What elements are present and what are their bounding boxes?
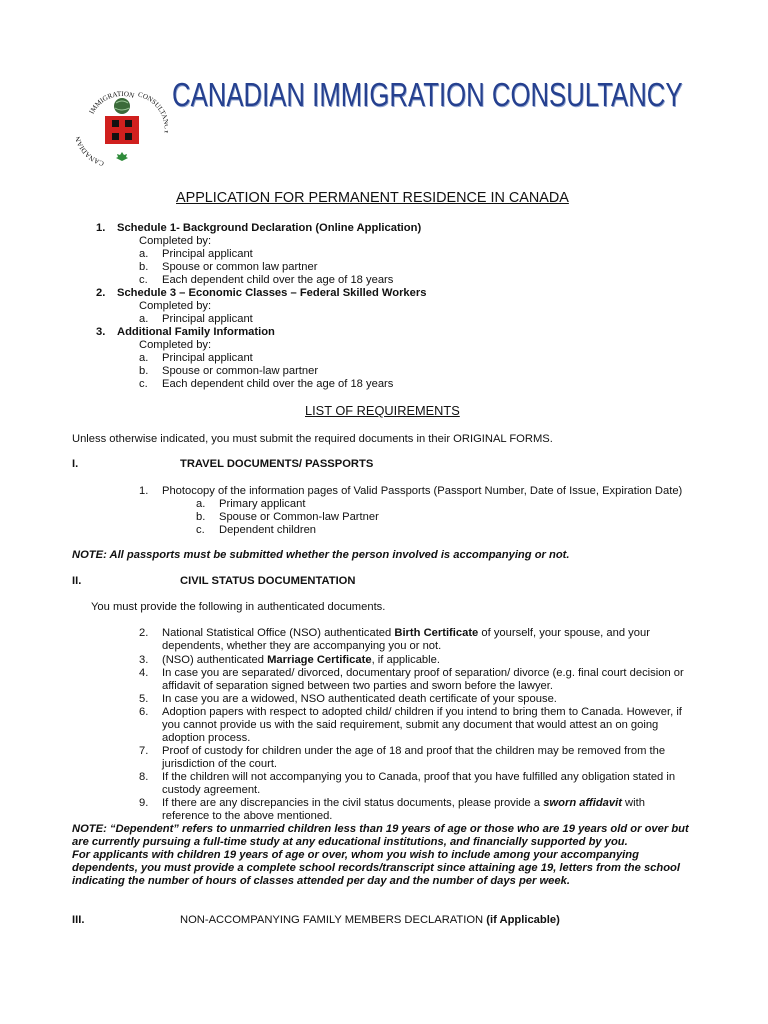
passport-note: NOTE: All passports must be submitted whether the person involved is accompanying or not.: [72, 549, 570, 561]
svg-text:CONSULTANCY: [137, 90, 168, 134]
schedule-2-number: 2.: [96, 287, 106, 299]
section-1-title: TRAVEL DOCUMENTS/ PASSPORTS: [180, 458, 374, 470]
page-title: APPLICATION FOR PERMANENT RESIDENCE IN CANADA: [176, 190, 569, 206]
schedule-1-completed-by: Completed by:: [139, 235, 212, 247]
list-item: Spouse or common-law partner: [162, 365, 319, 377]
list-marker: b.: [196, 511, 206, 523]
section-2-title: CIVIL STATUS DOCUMENTATION: [180, 575, 356, 587]
section-3-title: NON-ACCOMPANYING FAMILY MEMBERS DECLARATION (if Applicable): [180, 914, 560, 926]
list-marker: c.: [196, 524, 205, 536]
list-item: In case you are separated/ divorced, documentary proof of separation/ divorce (e.g. final court decision or affidavit of separation signed between two parties and sworn before the lawyer.: [162, 667, 684, 692]
schedule-3-completed-by: Completed by:: [139, 339, 212, 351]
list-item: If there are any discrepancies in the civil status documents, please provide a sworn affidavit with reference to the above mentioned.: [162, 797, 645, 822]
section-2-intro: You must provide the following in authenticated documents.: [91, 601, 386, 613]
schedule-1-label: Schedule 1- Background Declaration (Online Application): [117, 222, 422, 234]
list-item: Adoption papers with respect to adopted child/ children if you intend to bring them to Canada. However, if you cannot provide us with the said requirement, submit any document that would attest an on going adoption process.: [162, 706, 682, 744]
list-marker: 8.: [139, 771, 149, 783]
list-item: Photocopy of the information pages of Valid Passports (Passport Number, Date of Issue, Expiration Date): [162, 485, 683, 497]
list-item: Principal applicant: [162, 352, 253, 364]
list-marker: a.: [196, 498, 206, 510]
list-item: Primary applicant: [219, 498, 306, 510]
list-item: (NSO) authenticated Marriage Certificate, if applicable.: [162, 654, 440, 666]
list-marker: 3.: [139, 654, 149, 666]
list-item: National Statistical Office (NSO) authenticated Birth Certificate of yourself, your spouse, and your dependents, whether they are accompanying you or not.: [162, 627, 650, 652]
schedule-1-number: 1.: [96, 222, 106, 234]
list-item: Proof of custody for children under the age of 18 and proof that the children may be removed from the jurisdiction of the court.: [162, 745, 666, 770]
section-2-number: II.: [72, 575, 82, 587]
logo-text-top: IMMIGRATION: [87, 89, 136, 116]
list-item: Principal applicant: [162, 248, 253, 260]
list-item: Spouse or Common-law Partner: [219, 511, 379, 523]
list-marker: b.: [139, 365, 149, 377]
schedule-2-completed-by: Completed by:: [139, 300, 212, 312]
list-item: Each dependent child over the age of 18 years: [162, 378, 394, 390]
company-logo: [76, 82, 168, 174]
requirements-title: LIST OF REQUIREMENTS: [305, 403, 460, 418]
list-marker: 5.: [139, 693, 149, 705]
list-item: If the children will not accompanying you to Canada, proof that you have fulfilled any obligation stated in custody agreement.: [162, 771, 676, 796]
logo-text-right: CONSULT: [137, 90, 167, 116]
list-item: Spouse or common law partner: [162, 261, 318, 273]
list-item: In case you are a widowed, NSO authenticated death certificate of your spouse.: [162, 693, 557, 705]
logo-text-left: CANADIA: [76, 140, 106, 168]
applicant-note: For applicants with children 19 years of age or over, whom you wish to include among your accompanying dependents, you must provide a complete school records/transcript since attaining age 19, letters from the school indicating the number of hours of classes attended per day and the number of days per week.: [72, 849, 681, 887]
company-name: CANADIAN IMMIGRATION CONSULTANCY: [172, 76, 683, 113]
list-item: Principal applicant: [162, 313, 253, 325]
list-marker: 4.: [139, 667, 149, 679]
list-marker: 6.: [139, 706, 149, 718]
schedule-2-label: Schedule 3 – Economic Classes – Federal Skilled Workers: [117, 287, 427, 299]
list-item: Dependent children: [219, 524, 317, 536]
dependent-note: NOTE: “Dependent” refers to unmarried children less than 19 years of age or those who are 19 years old or over but are currently pursuing a full-time study at any educational institutions, and financially supported by you.: [72, 823, 689, 848]
list-marker: 7.: [139, 745, 149, 757]
intro-text: Unless otherwise indicated, you must submit the required documents in their ORIGINAL FORMS.: [72, 433, 553, 445]
svg-text:CANADIAN: [76, 135, 105, 167]
schedule-3-number: 3.: [96, 326, 106, 338]
list-marker: 9.: [139, 797, 149, 809]
list-marker: b.: [139, 261, 149, 273]
section-3-number: III.: [72, 914, 85, 926]
list-marker: c.: [139, 378, 148, 390]
list-marker: a.: [139, 352, 149, 364]
list-marker: 2.: [139, 627, 149, 639]
section-1-number: I.: [72, 458, 79, 470]
list-marker: c.: [139, 274, 148, 286]
list-marker: 1.: [139, 485, 149, 497]
list-item: Each dependent child over the age of 18 years: [162, 274, 394, 286]
list-marker: a.: [139, 248, 149, 260]
maple-leaf-seal-icon: [76, 82, 168, 174]
schedule-3-label: Additional Family Information: [117, 326, 275, 338]
list-marker: a.: [139, 313, 149, 325]
